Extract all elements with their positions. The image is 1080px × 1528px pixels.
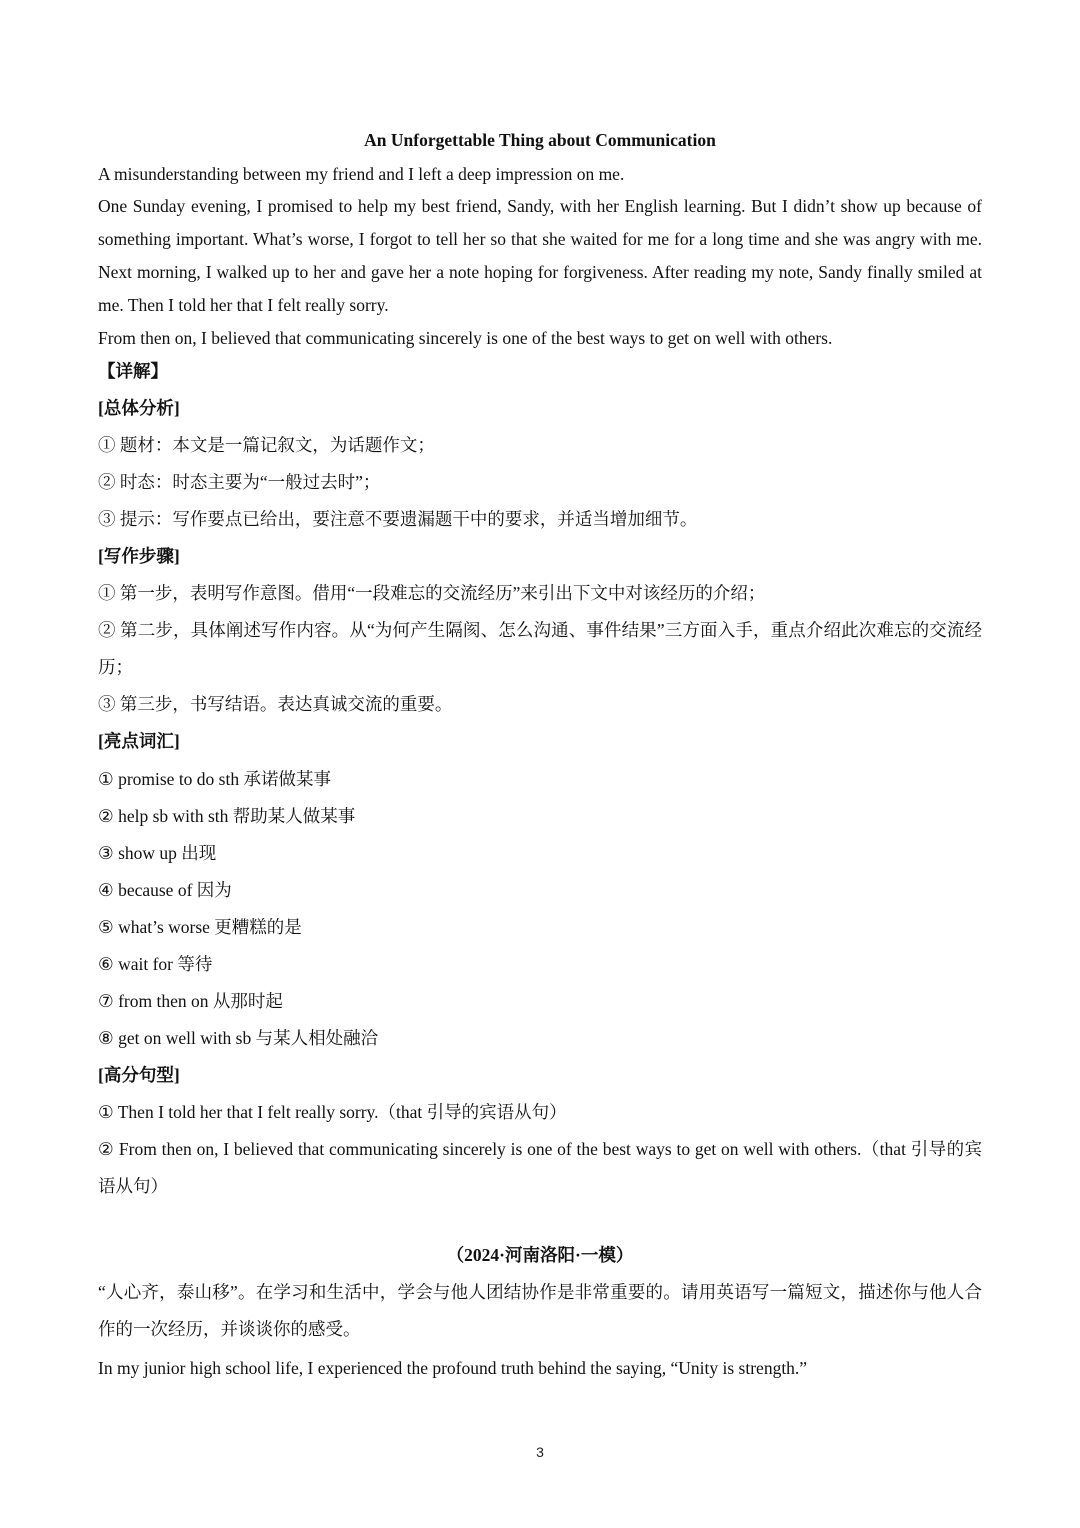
vocab-item-4: ④ because of 因为 bbox=[98, 880, 232, 900]
writing-steps-heading: [写作步骤] bbox=[98, 546, 180, 566]
overall-item-3: ③ 提示：写作要点已给出，要注意不要遗漏题干中的要求，并适当增加细节。 bbox=[98, 509, 698, 529]
page-number: 3 bbox=[536, 1444, 544, 1460]
question-prompt: “人心齐，泰山移”。在学习和生活中，学会与他人团结协作是非常重要的。请用英语写一篇短文，描述你与他人合作的一次经历，并谈谈你的感受。 bbox=[98, 1282, 982, 1339]
explanation-heading: 【详解】 bbox=[98, 361, 168, 381]
model-essay-first-line: In my junior high school life, I experienced the profound truth behind the saying, “Unity is strength.” bbox=[98, 1358, 808, 1378]
overall-item-2: ② 时态：时态主要为“一般过去时”； bbox=[98, 472, 381, 492]
vocab-item-3: ③ show up 出现 bbox=[98, 843, 217, 863]
question-source-title: （2024·河南洛阳·一模） bbox=[446, 1245, 634, 1265]
essay-title: An Unforgettable Thing about Communication bbox=[364, 130, 716, 150]
vocab-item-2: ② help sb with sth 帮助某人做某事 bbox=[98, 806, 356, 826]
vocab-item-6: ⑥ wait for 等待 bbox=[98, 954, 213, 974]
sentence-item-1: ① Then I told her that I felt really sorry.（that 引导的宾语从句） bbox=[98, 1102, 567, 1122]
essay-paragraph-3: From then on, I believed that communicating sincerely is one of the best ways to get on well with others. bbox=[98, 328, 833, 348]
sentence-item-2: ② From then on, I believed that communicating sincerely is one of the best ways to get on well with others.（that 引导的宾语从句） bbox=[98, 1139, 982, 1196]
step-item-1: ① 第一步，表明写作意图。借用“一段难忘的交流经历”来引出下文中对该经历的介绍； bbox=[98, 583, 766, 603]
vocabulary-heading: [亮点词汇] bbox=[98, 731, 180, 751]
overall-item-1: ① 题材：本文是一篇记叙文，为话题作文； bbox=[98, 435, 435, 455]
step-item-3: ③ 第三步，书写结语。表达真诚交流的重要。 bbox=[98, 694, 453, 714]
vocab-item-8: ⑧ get on well with sb 与某人相处融洽 bbox=[98, 1028, 379, 1048]
vocab-item-7: ⑦ from then on 从那时起 bbox=[98, 991, 283, 1011]
sentence-patterns-heading: [高分句型] bbox=[98, 1065, 180, 1085]
vocab-item-5: ⑤ what’s worse 更糟糕的是 bbox=[98, 917, 302, 937]
step-item-2: ② 第二步，具体阐述写作内容。从“为何产生隔阂、怎么沟通、事件结果”三方面入手，重点介绍此次难忘的交流经历； bbox=[98, 620, 982, 677]
essay-paragraph-2: One Sunday evening, I promised to help my best friend, Sandy, with her English learning. But I didn’t show up because of something important. What’s worse, I forgot to tell her so that she waited for me for a long time and she was angry with me. Next morning, I walked up to her and gave her a note hoping for forgiveness. After reading my note, Sandy finally smiled at me. Then I told her that I felt really sorry. bbox=[98, 196, 982, 315]
overall-analysis-heading: [总体分析] bbox=[98, 398, 180, 418]
essay-paragraph-1: A misunderstanding between my friend and I left a deep impression on me. bbox=[98, 164, 625, 184]
vocab-item-1: ① promise to do sth 承诺做某事 bbox=[98, 769, 331, 789]
